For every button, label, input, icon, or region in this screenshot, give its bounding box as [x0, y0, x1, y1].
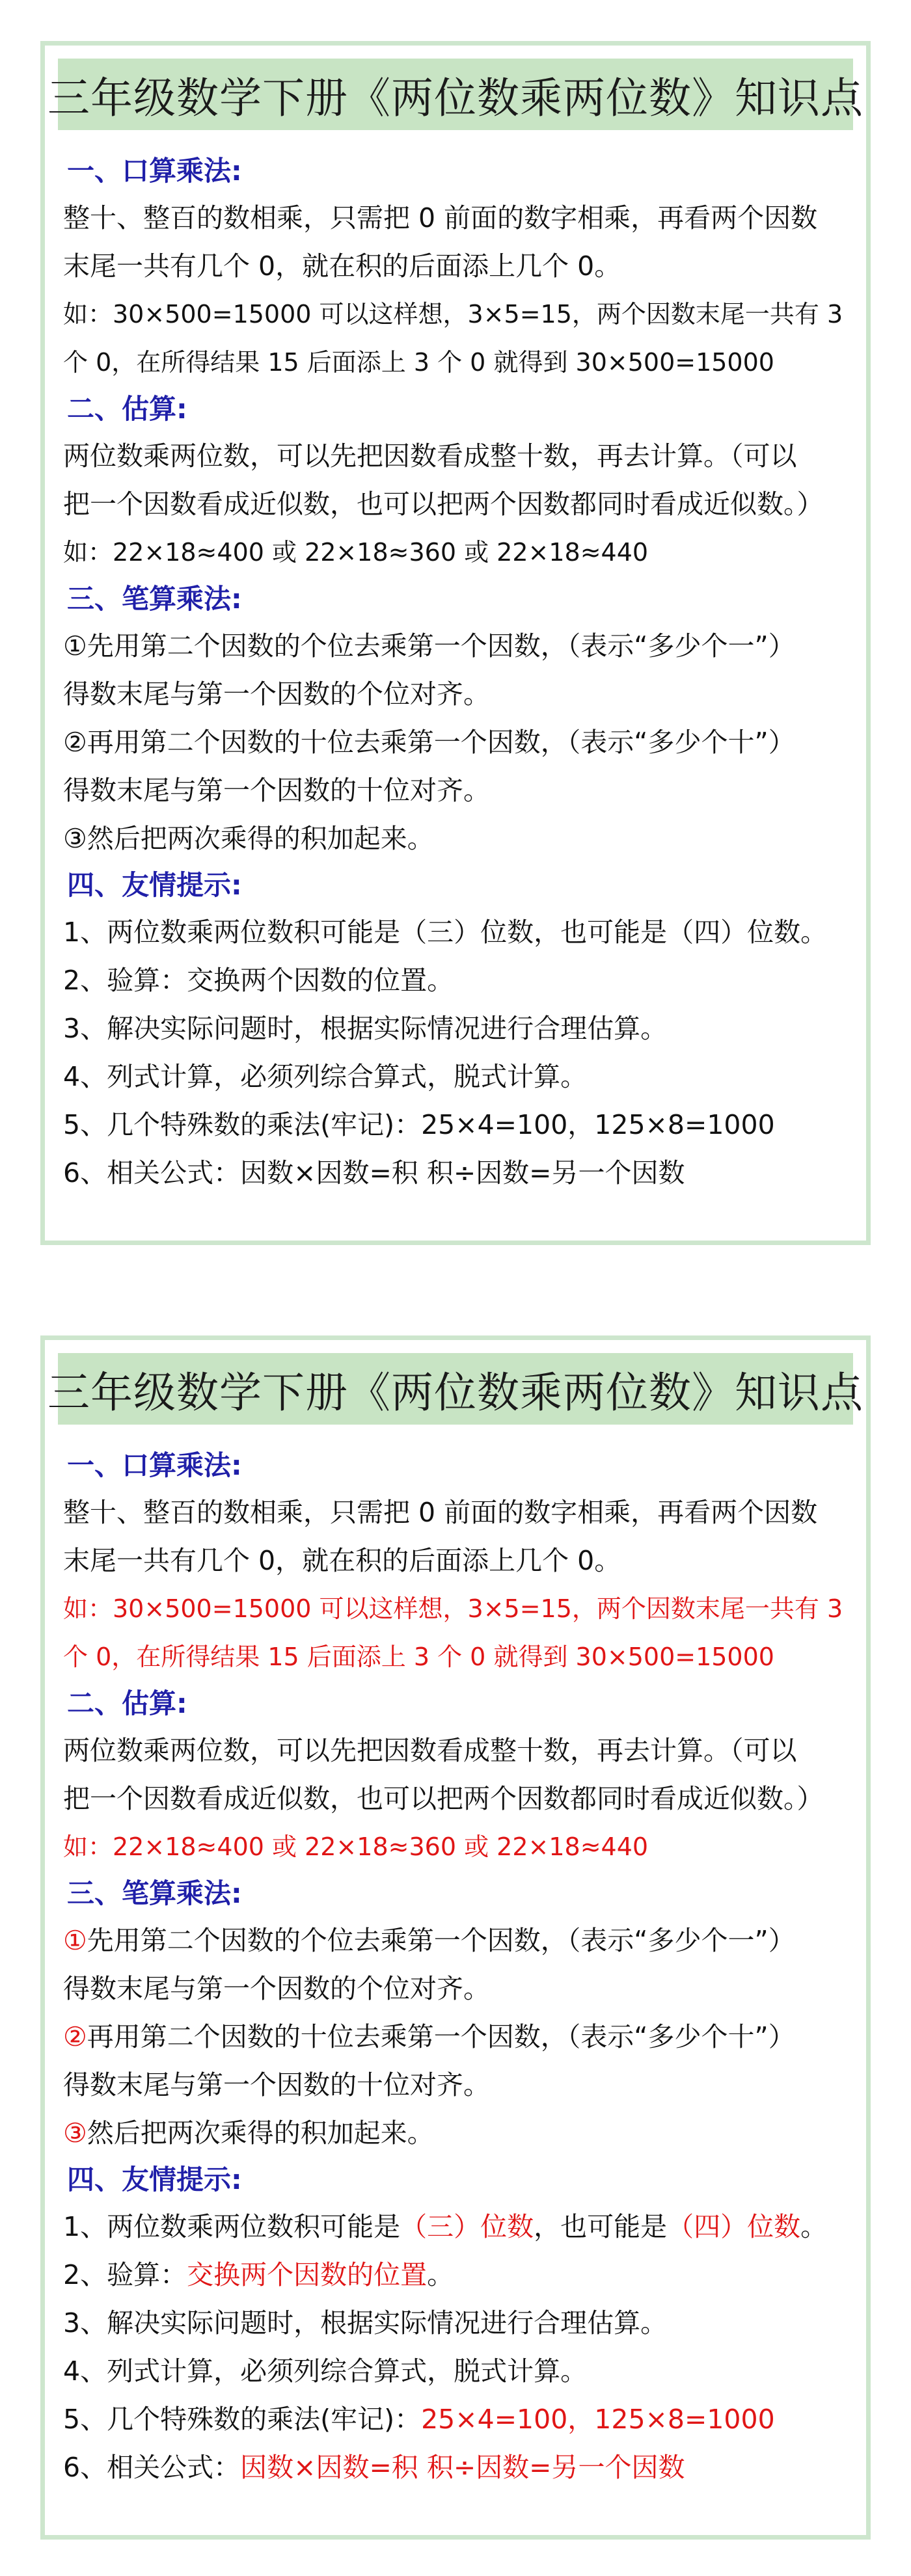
tip-line: 2、验算：交换两个因数的位置。 — [63, 2259, 454, 2290]
tip-line: 3、解决实际问题时，根据实际情况进行合理估算。 — [63, 1013, 668, 1044]
tip-line: 1、两位数乘两位数积可能是（三）位数，也可能是（四）位数。 — [63, 2211, 828, 2242]
text-line: 末尾一共有几个 0，就在积的后面添上几个 0。 — [63, 1545, 621, 1576]
tip-line: 4、列式计算，必须列综合算式，脱式计算。 — [63, 2355, 588, 2387]
example-line: 个 0，在所得结果 15 后面添上 3 个 0 就得到 30×500=15000 — [63, 1643, 774, 1671]
step-line: ①先用第二个因数的个位去乘第一个因数，（表示“多少个一”） — [63, 1925, 795, 1956]
example-line: 如：22×18≈400 或 22×18≈360 或 22×18≈440 — [63, 538, 649, 567]
tip-line: 2、验算：交换两个因数的位置。 — [63, 965, 454, 996]
section-heading-tips: 四、友情提示: — [67, 2164, 242, 2195]
tip-line: 5、几个特殊数的乘法(牢记)：25×4=100，125×8=1000 — [63, 1109, 775, 1140]
tip-line: 4、列式计算，必须列综合算式，脱式计算。 — [63, 1061, 588, 1092]
section-heading-tips: 四、友情提示: — [67, 869, 242, 901]
example-line: 如：30×500=15000 可以这样想，3×5=15，两个因数末尾一共有 3 — [63, 1594, 843, 1623]
text-line: 得数末尾与第一个因数的个位对齐。 — [63, 678, 490, 710]
step-marker: ② — [63, 2021, 87, 2052]
card-title: 三年级数学下册《两位数乘两位数》知识点 — [58, 1353, 853, 1425]
example-line: 如：22×18≈400 或 22×18≈360 或 22×18≈440 — [63, 1832, 649, 1861]
step-line: ③然后把两次乘得的积加起来。 — [63, 823, 434, 854]
step-line: ③然后把两次乘得的积加起来。 — [63, 2117, 434, 2149]
example-line: 如：30×500=15000 可以这样想，3×5=15，两个因数末尾一共有 3 — [63, 300, 843, 329]
section-heading-estimation: 二、估算: — [67, 1687, 187, 1719]
text-line: 得数末尾与第一个因数的十位对齐。 — [63, 2069, 490, 2100]
section-heading-written-multiplication: 三、笔算乘法: — [67, 583, 242, 615]
step-line: ②再用第二个因数的十位去乘第一个因数，（表示“多少个十”） — [63, 2021, 795, 2052]
text-line: 两位数乘两位数，可以先把因数看成整十数，再去计算。（可以 — [63, 1735, 797, 1766]
step-marker: ③ — [63, 2117, 87, 2149]
text-line: 整十、整百的数相乘，只需把 0 前面的数字相乘，再看两个因数 — [63, 1497, 818, 1528]
step-line: ①先用第二个因数的个位去乘第一个因数，（表示“多少个一”） — [63, 630, 795, 662]
section-heading-oral-multiplication: 一、口算乘法: — [67, 155, 242, 187]
text-line: 得数末尾与第一个因数的十位对齐。 — [63, 775, 490, 806]
knowledge-card-highlighted — [40, 1335, 871, 2540]
text-line: 把一个因数看成近似数，也可以把两个因数都同时看成近似数。） — [63, 1783, 824, 1814]
text-line: 得数末尾与第一个因数的个位对齐。 — [63, 1973, 490, 2004]
tip-line: 1、两位数乘两位数积可能是（三）位数，也可能是（四）位数。 — [63, 917, 828, 948]
knowledge-card-plain — [40, 41, 871, 1245]
step-marker: ① — [63, 1925, 87, 1956]
section-heading-written-multiplication: 三、笔算乘法: — [67, 1877, 242, 1909]
section-heading-estimation: 二、估算: — [67, 393, 187, 425]
tip-line: 5、几个特殊数的乘法(牢记)：25×4=100，125×8=1000 — [63, 2404, 775, 2435]
text-line: 整十、整百的数相乘，只需把 0 前面的数字相乘，再看两个因数 — [63, 202, 818, 234]
tip-line: 6、相关公式：因数×因数=积 积÷因数=另一个因数 — [63, 2452, 685, 2483]
section-heading-oral-multiplication: 一、口算乘法: — [67, 1449, 242, 1481]
card-title: 三年级数学下册《两位数乘两位数》知识点 — [58, 59, 853, 130]
tip-line: 3、解决实际问题时，根据实际情况进行合理估算。 — [63, 2307, 668, 2339]
text-line: 把一个因数看成近似数，也可以把两个因数都同时看成近似数。） — [63, 489, 824, 520]
example-line: 个 0，在所得结果 15 后面添上 3 个 0 就得到 30×500=15000 — [63, 348, 774, 377]
step-line: ②再用第二个因数的十位去乘第一个因数，（表示“多少个十”） — [63, 727, 795, 758]
tip-line: 6、相关公式：因数×因数=积 积÷因数=另一个因数 — [63, 1157, 685, 1188]
text-line: 两位数乘两位数，可以先把因数看成整十数，再去计算。（可以 — [63, 440, 797, 472]
text-line: 末尾一共有几个 0，就在积的后面添上几个 0。 — [63, 250, 621, 282]
